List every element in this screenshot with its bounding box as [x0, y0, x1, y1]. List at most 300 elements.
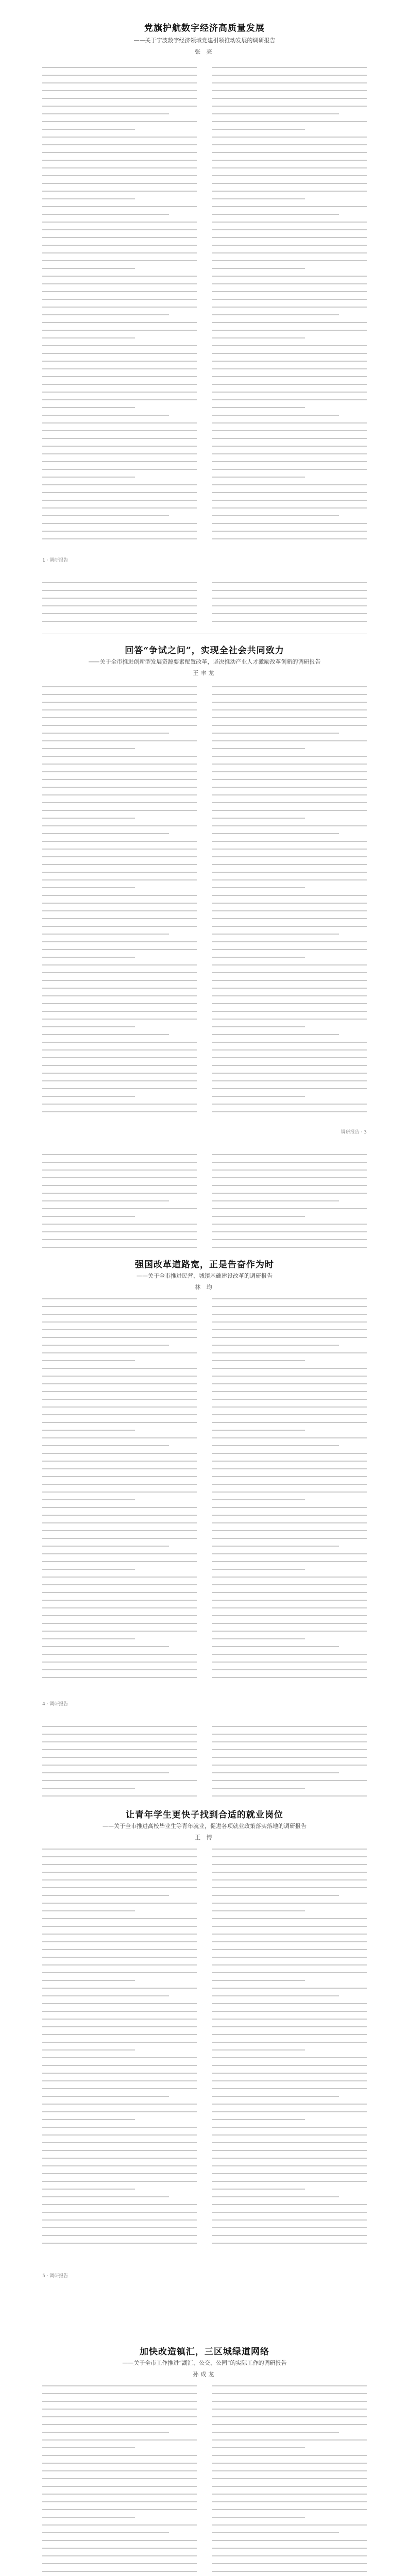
- text-line: [42, 1080, 197, 1081]
- text-line: [212, 841, 367, 842]
- text-line: [42, 183, 197, 184]
- text-line: [42, 523, 197, 524]
- text-line: [42, 2393, 197, 2394]
- text-line: [212, 1376, 367, 1377]
- text-line: [212, 2142, 367, 2143]
- text-line: [212, 1034, 339, 1035]
- text-line: [42, 1957, 197, 1958]
- text-line: [212, 2563, 367, 2564]
- text-line: [212, 1057, 367, 1058]
- text-line: [212, 1615, 367, 1616]
- text-line: [212, 1073, 367, 1074]
- text-line: [212, 1795, 367, 1797]
- text-line: [42, 2555, 197, 2556]
- text-line: [42, 1314, 197, 1315]
- text-line: [212, 1934, 367, 1935]
- text-line: [212, 1607, 367, 1608]
- text-line: [42, 895, 197, 896]
- text-line: [42, 1026, 135, 1027]
- text-line: [212, 818, 305, 819]
- text-line: [212, 2189, 305, 2190]
- text-line: [42, 598, 197, 599]
- text-line: [212, 75, 367, 76]
- text-line: [212, 2494, 367, 2495]
- text-line: [42, 469, 197, 470]
- text-line: [212, 988, 367, 989]
- text-line: [212, 1468, 367, 1469]
- text-line: [42, 980, 197, 981]
- text-line: [212, 787, 367, 788]
- text-line: [42, 825, 197, 826]
- text-line: [42, 1600, 197, 1601]
- text-line: [42, 1607, 197, 1608]
- text-line: [42, 887, 135, 888]
- text-line: [212, 926, 367, 927]
- text-line: [212, 740, 367, 741]
- text-line: [42, 229, 197, 230]
- text-line: [212, 810, 367, 811]
- text-line: [212, 268, 305, 269]
- text-line: [42, 702, 197, 703]
- body-text: [42, 1726, 367, 1803]
- text-line: [42, 872, 197, 873]
- text-line: [42, 75, 197, 76]
- body-text: [42, 67, 367, 546]
- text-line: [42, 1577, 197, 1578]
- text-line: [212, 2416, 367, 2417]
- text-line: [42, 1918, 197, 1919]
- text-line: [42, 299, 197, 300]
- text-line: [212, 1887, 367, 1888]
- text-line: [212, 717, 367, 718]
- article-subtitle: ——关于全市工作推进“湖汇、公交、公园”的实际工作的调研报告: [122, 2360, 287, 2366]
- text-line: [212, 2127, 367, 2128]
- text-line: [212, 1980, 305, 1981]
- text-line: [212, 1788, 305, 1789]
- text-line: [212, 2532, 339, 2533]
- text-line: [212, 260, 367, 261]
- text-line: [42, 337, 135, 338]
- text-line: [42, 1088, 197, 1089]
- text-line: [42, 833, 169, 834]
- article-title: 强国改革道路宽，正是告奋作为时: [135, 1260, 274, 1270]
- text-line: [42, 1895, 169, 1896]
- text-line: [212, 1391, 367, 1392]
- text-line: [212, 453, 367, 454]
- text-line: [212, 2019, 367, 2020]
- text-line: [212, 206, 367, 207]
- text-line: [212, 531, 367, 532]
- text-line: [212, 1193, 367, 1194]
- text-line: [212, 2401, 367, 2402]
- text-line: [42, 1741, 197, 1742]
- text-line: [42, 1631, 197, 1632]
- text-line: [42, 2057, 197, 2058]
- text-line: [212, 1003, 367, 1004]
- text-line: [212, 322, 367, 323]
- text-line: [42, 1615, 197, 1616]
- text-line: [212, 748, 305, 749]
- page-4: [0, 1716, 409, 2287]
- text-line: [212, 957, 305, 958]
- text-line: [212, 1065, 367, 1066]
- text-line: [212, 1360, 305, 1361]
- text-line: [42, 841, 197, 842]
- text-line: [212, 1011, 367, 1012]
- text-line: [42, 283, 197, 284]
- text-line: [42, 2173, 197, 2174]
- text-line: [42, 1096, 135, 1097]
- text-line: [212, 764, 367, 765]
- text-line: [42, 2385, 197, 2386]
- text-line: [212, 2447, 305, 2448]
- text-line: [212, 1734, 367, 1735]
- text-line: [212, 1918, 367, 1919]
- text-line: [212, 2096, 339, 2097]
- text-line: [212, 1584, 367, 1585]
- text-line: [212, 2517, 305, 2518]
- text-line: [42, 1788, 135, 1789]
- text-line: [42, 206, 197, 207]
- text-line: [212, 1546, 339, 1547]
- text-line: [42, 1584, 197, 1585]
- text-line: [212, 484, 367, 485]
- text-line: [212, 2196, 339, 2197]
- text-line: [212, 1406, 367, 1408]
- text-line: [42, 1368, 197, 1369]
- text-line: [212, 2026, 367, 2027]
- text-line: [212, 598, 367, 599]
- text-line: [212, 1026, 305, 1027]
- text-line: [212, 1741, 367, 1742]
- text-line: [42, 1654, 197, 1655]
- text-line: [42, 438, 197, 439]
- text-line: [42, 531, 197, 532]
- text-line: [42, 2119, 135, 2120]
- text-line: [42, 1453, 197, 1454]
- text-line: [42, 2463, 197, 2464]
- text-line: [212, 2439, 367, 2441]
- text-line: [42, 2532, 169, 2533]
- text-line: [42, 1111, 197, 1112]
- text-line: [42, 733, 169, 734]
- text-line: [212, 2181, 367, 2182]
- text-line: [212, 2243, 367, 2244]
- text-line: [42, 903, 197, 904]
- text-line: [42, 276, 197, 277]
- text-line: [42, 2104, 197, 2105]
- text-line: [212, 856, 367, 857]
- text-line: [42, 477, 135, 478]
- text-line: [42, 1677, 197, 1678]
- text-line: [42, 2235, 197, 2236]
- text-line: [42, 1780, 197, 1781]
- text-line: [42, 709, 197, 710]
- text-line: [212, 1298, 367, 1299]
- text-line: [212, 1522, 367, 1523]
- text-line: [212, 1383, 367, 1384]
- text-line: [212, 1476, 367, 1477]
- text-line: [212, 590, 367, 591]
- text-line: [42, 2026, 197, 2027]
- text-line: [42, 198, 135, 199]
- text-line: [42, 1019, 197, 1020]
- text-line: [212, 492, 367, 493]
- text-line: [42, 1856, 197, 1857]
- text-line: [42, 1988, 197, 1989]
- text-line: [42, 605, 197, 606]
- page-5: [0, 2287, 409, 2576]
- text-line: [42, 2134, 197, 2136]
- text-line: [212, 2571, 367, 2572]
- text-line: [212, 1864, 367, 1865]
- article-title: 回答“争试之问”，实现全社会共同致力: [125, 646, 284, 656]
- text-line: [212, 941, 367, 942]
- text-line: [42, 1170, 197, 1171]
- page-1: [0, 0, 409, 572]
- text-line: [212, 2003, 367, 2004]
- text-line: [42, 1468, 197, 1469]
- text-line: [42, 245, 197, 246]
- article-subtitle: ——关于全市推进民营、城镇基础建设改革的调研报告: [137, 1273, 272, 1279]
- text-line: [212, 694, 367, 695]
- text-line: [212, 1414, 367, 1415]
- text-line: [212, 1042, 367, 1043]
- text-line: [212, 2065, 367, 2066]
- text-line: [42, 756, 197, 757]
- text-line: [42, 2540, 197, 2541]
- text-line: [212, 422, 367, 423]
- text-line: [212, 686, 367, 687]
- text-line: [42, 222, 197, 223]
- text-line: [212, 2463, 367, 2464]
- text-line: [212, 1461, 367, 1462]
- text-line: [42, 515, 169, 516]
- page-2: [0, 572, 409, 1144]
- text-line: [212, 2173, 367, 2174]
- text-line: [212, 1200, 339, 1201]
- text-line: [42, 1553, 197, 1554]
- text-line: [42, 2524, 197, 2526]
- text-line: [42, 1321, 197, 1323]
- text-line: [42, 2432, 169, 2433]
- text-line: [42, 1934, 197, 1935]
- text-line: [42, 941, 197, 942]
- text-line: [42, 802, 197, 803]
- text-line: [212, 214, 339, 215]
- text-line: [42, 1337, 197, 1338]
- text-line: [42, 1492, 197, 1493]
- text-line: [212, 1561, 367, 1562]
- text-line: [212, 330, 367, 331]
- text-line: [212, 160, 367, 161]
- text-line: [212, 183, 367, 184]
- text-line: [42, 1216, 135, 1217]
- text-line: [42, 392, 197, 393]
- text-line: [42, 422, 197, 423]
- text-line: [42, 2111, 197, 2112]
- text-line: [42, 2494, 197, 2495]
- text-line: [42, 2227, 197, 2228]
- text-line: [212, 1329, 367, 1330]
- text-line: [42, 2049, 135, 2050]
- text-line: [212, 137, 367, 138]
- text-line: [212, 725, 367, 726]
- text-line: [42, 1484, 197, 1485]
- text-line: [212, 1677, 367, 1678]
- text-line: [42, 2509, 197, 2510]
- text-line: [212, 1949, 367, 1950]
- text-line: [212, 1430, 305, 1431]
- text-line: [42, 2478, 197, 2479]
- text-line: [212, 709, 367, 710]
- text-line: [42, 1879, 197, 1880]
- text-line: [42, 879, 197, 880]
- text-line: [212, 2034, 367, 2035]
- body-text: [42, 686, 367, 1119]
- text-line: [42, 191, 197, 192]
- text-line: [212, 515, 339, 516]
- article-subtitle: ——关于宁波数字经济领域党建引领推动发展的调研报告: [133, 37, 276, 44]
- text-line: [212, 1088, 367, 1089]
- text-line: [212, 1646, 339, 1647]
- text-line: [42, 175, 197, 176]
- text-line: [42, 368, 197, 369]
- text-line: [42, 2196, 169, 2197]
- text-line: [212, 2470, 367, 2471]
- text-line: [42, 415, 169, 416]
- text-line: [42, 2219, 197, 2221]
- text-line: [212, 2393, 367, 2394]
- page-folio: 调研报告 · 3: [340, 1130, 367, 1135]
- text-line: [212, 1895, 339, 1896]
- text-line: [212, 605, 367, 606]
- text-line: [42, 1057, 197, 1058]
- text-line: [42, 717, 197, 718]
- text-line: [42, 82, 197, 83]
- article-title: 加快改造镇汇，三区城绿道网络: [140, 2347, 269, 2357]
- text-line: [42, 1592, 197, 1593]
- text-line: [42, 779, 197, 780]
- article-title: 党旗护航数字经济高质量发展: [144, 23, 265, 33]
- text-line: [212, 2011, 367, 2012]
- text-line: [212, 152, 367, 153]
- text-line: [42, 98, 197, 99]
- text-line: [42, 1662, 197, 1663]
- text-line: [212, 849, 367, 850]
- text-line: [42, 1980, 135, 1981]
- text-line: [212, 229, 367, 230]
- text-line: [212, 1964, 367, 1965]
- text-line: [42, 771, 197, 772]
- text-line: [212, 1399, 367, 1400]
- text-line: [212, 1530, 367, 1531]
- text-line: [42, 322, 197, 323]
- text-line: [42, 1224, 197, 1225]
- text-line: [212, 1216, 305, 1217]
- text-line: [42, 2401, 197, 2402]
- text-line: [212, 1569, 305, 1570]
- text-line: [42, 590, 197, 591]
- text-line: [212, 1445, 339, 1446]
- text-line: [42, 2212, 197, 2213]
- text-line: [42, 1383, 197, 1384]
- text-line: [212, 2424, 367, 2425]
- text-line: [42, 949, 197, 950]
- body-text: [42, 1298, 367, 1685]
- text-line: [42, 121, 197, 122]
- text-line: [42, 1795, 197, 1797]
- text-line: [212, 121, 367, 122]
- text-line: [42, 500, 197, 501]
- text-line: [212, 191, 367, 192]
- text-line: [212, 1957, 367, 1958]
- text-line: [42, 2409, 197, 2410]
- text-line: [212, 1872, 367, 1873]
- text-line: [212, 1104, 367, 1105]
- text-line: [42, 988, 197, 989]
- page-folio: 1 · 调研报告: [42, 558, 69, 563]
- text-line: [42, 345, 197, 346]
- text-line: [42, 740, 197, 741]
- text-line: [42, 1561, 197, 1562]
- text-line: [42, 1972, 197, 1973]
- text-line: [42, 106, 197, 107]
- text-line: [212, 392, 367, 393]
- text-line: [42, 1872, 197, 1873]
- text-line: [42, 1430, 135, 1431]
- text-line: [212, 2111, 367, 2112]
- text-line: [42, 1391, 197, 1392]
- body-text: [42, 1154, 367, 1255]
- text-line: [42, 582, 197, 583]
- text-line: [212, 2235, 367, 2236]
- text-line: [212, 415, 339, 416]
- text-line: [42, 856, 197, 857]
- text-line: [42, 1177, 197, 1178]
- text-line: [42, 1515, 197, 1516]
- text-line: [212, 825, 367, 826]
- text-line: [42, 67, 197, 68]
- text-line: [212, 1926, 367, 1927]
- text-line: [212, 2432, 339, 2433]
- text-line: [42, 2447, 135, 2448]
- text-line: [212, 2158, 367, 2159]
- text-line: [42, 507, 197, 509]
- text-line: [212, 582, 367, 583]
- text-line: [42, 2127, 197, 2128]
- text-line: [212, 1170, 367, 1171]
- text-line: [212, 113, 339, 114]
- text-line: [42, 2455, 197, 2456]
- text-line: [42, 1765, 197, 1766]
- text-line: [212, 345, 367, 346]
- text-line: [42, 1239, 197, 1240]
- text-line: [42, 2563, 197, 2564]
- text-line: [42, 2034, 197, 2035]
- text-line: [42, 1910, 135, 1911]
- text-line: [42, 307, 197, 308]
- text-line: [42, 214, 169, 215]
- text-line: [42, 2150, 197, 2151]
- text-line: [212, 376, 367, 377]
- text-line: [42, 237, 197, 238]
- text-line: [212, 1306, 367, 1307]
- text-line: [212, 779, 367, 780]
- text-line: [212, 461, 367, 462]
- text-line: [212, 1096, 305, 1097]
- text-line: [212, 2486, 367, 2487]
